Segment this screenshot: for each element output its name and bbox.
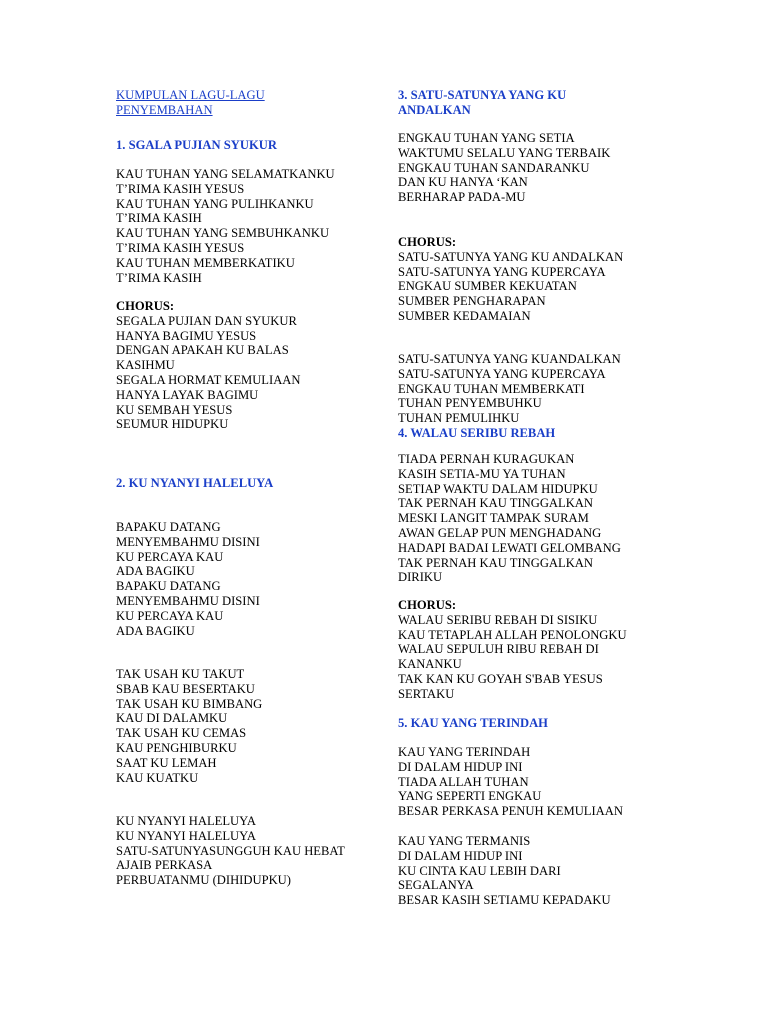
lyric-line: SEGALA PUJIAN DAN SYUKUR bbox=[116, 313, 297, 328]
lyric-line: T’RIMA KASIH YESUS bbox=[116, 240, 245, 255]
lyric-line: DI DALAM HIDUP INI bbox=[398, 848, 523, 863]
chorus-label: CHORUS: bbox=[398, 598, 457, 612]
lyric-line: TUHAN PEMULIHKU bbox=[398, 411, 520, 426]
lyric-line: SATU-SATUNYA YANG KUPERCAYA bbox=[398, 264, 606, 279]
lyric-line: BESAR PERKASA PENUH KEMULIAAN bbox=[398, 804, 623, 819]
lyric-line: KAU DI DALAMKU bbox=[116, 711, 228, 726]
lyric-line: YANG SEPERTI ENGKAU bbox=[398, 789, 542, 804]
lyric-line: SEGALA HORMAT KEMULIAAN bbox=[116, 372, 301, 387]
lyric-line: HADAPI BADAI LEWATI GELOMBANG bbox=[398, 540, 621, 555]
lyric-line: SBAB KAU BESERTAKU bbox=[116, 681, 255, 696]
song-3-title bbox=[398, 88, 566, 118]
lyric-line: TAK KAN KU GOYAH S'BAB YESUS bbox=[398, 671, 603, 686]
lyric-line: TAK USAH KU BIMBANG bbox=[116, 696, 263, 711]
lyric-line: KU CINTA KAU LEBIH DARI bbox=[398, 863, 561, 878]
lyric-line: ENGKAU TUHAN YANG SETIA bbox=[398, 131, 575, 145]
lyric-line: BESAR KASIH SETIAMU KEPADAKU bbox=[398, 893, 611, 908]
lyric-line: KAU TUHAN YANG SEMBUHKANKU bbox=[116, 226, 330, 241]
lyric-line: KAU YANG TERMANIS bbox=[398, 834, 531, 848]
lyric-line: KAU KUATKU bbox=[116, 770, 199, 785]
song-5-verse-2 bbox=[398, 834, 611, 908]
lyric-line: SATU-SATUNYA YANG KUPERCAYA bbox=[398, 366, 606, 381]
lyric-line: MENYEMBAHMU DISINI bbox=[116, 593, 260, 608]
lyric-line: T’RIMA KASIH bbox=[116, 211, 202, 226]
song-2-verse-3 bbox=[116, 814, 345, 888]
lyric-line: TUHAN PENYEMBUHKU bbox=[398, 396, 542, 411]
song-2-verse-1 bbox=[116, 520, 260, 638]
lyric-line: DAN KU HANYA ‘KAN bbox=[398, 175, 528, 190]
lyric-line: HANYA LAYAK BAGIMU bbox=[116, 387, 259, 402]
lyric-line: MENYEMBAHMU DISINI bbox=[116, 534, 260, 549]
lyric-line: SATU-SATUNYA YANG KUANDALKAN bbox=[398, 352, 621, 366]
lyric-line: BAPAKU DATANG bbox=[116, 520, 221, 534]
lyric-line: SAAT KU LEMAH bbox=[116, 755, 217, 770]
lyric-line: TAK PERNAH KAU TINGGALKAN bbox=[398, 555, 593, 570]
lyric-line: MESKI LANGIT TAMPAK SURAM bbox=[398, 511, 589, 526]
lyric-line: KASIH SETIA-MU YA TUHAN bbox=[398, 466, 566, 481]
lyric-line: KAU TUHAN YANG SELAMATKANKU bbox=[116, 167, 335, 181]
song-3-verse bbox=[398, 131, 610, 205]
lyric-line: ENGKAU SUMBER KEKUATAN bbox=[398, 279, 577, 294]
lyric-line: SUMBER KEDAMAIAN bbox=[398, 308, 531, 323]
lyric-line: SEGALANYA bbox=[398, 878, 474, 893]
lyric-line: SATU-SATUNYASUNGGUH KAU HEBAT bbox=[116, 843, 345, 858]
song-5-verse-1 bbox=[398, 745, 623, 819]
lyric-line: DI DALAM HIDUP INI bbox=[398, 759, 523, 774]
lyric-line: KU SEMBAH YESUS bbox=[116, 402, 233, 417]
document-title[interactable] bbox=[116, 88, 265, 118]
song-3-ending bbox=[398, 352, 621, 426]
lyric-line: KAU YANG TERINDAH bbox=[398, 745, 531, 759]
lyric-line: TAK USAH KU TAKUT bbox=[116, 667, 245, 681]
lyric-line: KAU TUHAN YANG PULIHKANKU bbox=[116, 196, 314, 211]
song-1-chorus bbox=[116, 299, 300, 432]
chorus-label: CHORUS: bbox=[398, 235, 457, 249]
lyric-line: SEUMUR HIDUPKU bbox=[116, 417, 229, 432]
song-1-verse bbox=[116, 167, 335, 285]
lyric-line: KU PERCAYA KAU bbox=[116, 608, 224, 623]
lyric-line: ADA BAGIKU bbox=[116, 564, 195, 579]
lyric-line: AJAIB PERKASA bbox=[116, 858, 213, 873]
lyric-line: TIADA PERNAH KURAGUKAN bbox=[398, 452, 575, 466]
lyric-line: WALAU SERIBU REBAH DI SISIKU bbox=[398, 612, 598, 627]
lyric-line: KU PERCAYA KAU bbox=[116, 549, 224, 564]
song-4-title: 4. WALAU SERIBU REBAH bbox=[398, 426, 556, 440]
song-1-title: 1. SGALA PUJIAN SYUKUR bbox=[116, 138, 277, 152]
lyric-line: WALAU SEPULUH RIBU REBAH DI bbox=[398, 642, 599, 657]
lyric-line: PERBUATANMU (DIHIDUPKU) bbox=[116, 873, 291, 888]
song-5-title: 5. KAU YANG TERINDAH bbox=[398, 716, 548, 730]
lyric-line: SUMBER PENGHARAPAN bbox=[398, 294, 546, 309]
chorus-label: CHORUS: bbox=[116, 299, 175, 313]
lyric-line: AWAN GELAP PUN MENGHADANG bbox=[398, 525, 602, 540]
lyric-line: TIADA ALLAH TUHAN bbox=[398, 774, 529, 789]
lyric-line: KU NYANYI HALELUYA bbox=[116, 814, 256, 828]
lyric-line: DENGAN APAKAH KU BALAS bbox=[116, 343, 289, 358]
lyric-line: TAK USAH KU CEMAS bbox=[116, 726, 247, 741]
lyric-line: KU NYANYI HALELUYA bbox=[116, 828, 256, 843]
song-3-title-line: 3. SATU-SATUNYA YANG KU bbox=[398, 88, 567, 102]
lyric-line: ENGKAU TUHAN SANDARANKU bbox=[398, 160, 590, 175]
lyric-line: BERHARAP PADA-MU bbox=[398, 190, 526, 205]
lyric-line: SETIAP WAKTU DALAM HIDUPKU bbox=[398, 481, 598, 496]
song-2-title: 2. KU NYANYI HALELUYA bbox=[116, 476, 274, 490]
lyric-line: KAU PENGHIBURKU bbox=[116, 740, 237, 755]
song-3-title-line: ANDALKAN bbox=[398, 102, 471, 117]
lyric-line: SERTAKU bbox=[398, 686, 455, 701]
document-title-line[interactable]: KUMPULAN LAGU-LAGU bbox=[116, 88, 265, 102]
lyric-line: BAPAKU DATANG bbox=[116, 579, 221, 594]
song-3-chorus bbox=[398, 235, 623, 324]
lyric-line: WAKTUMU SELALU YANG TERBAIK bbox=[398, 145, 611, 160]
lyric-line: ADA BAGIKU bbox=[116, 623, 195, 638]
lyric-line: KAU TETAPLAH ALLAH PENOLONGKU bbox=[398, 627, 627, 642]
lyric-line: T’RIMA KASIH bbox=[116, 270, 202, 285]
lyric-line: KAU TUHAN MEMBERKATIKU bbox=[116, 255, 295, 270]
lyric-line: TAK PERNAH KAU TINGGALKAN bbox=[398, 496, 593, 511]
lyric-line: KASIHMU bbox=[116, 358, 175, 373]
song-4-verse bbox=[398, 452, 621, 585]
lyric-line: DIRIKU bbox=[398, 570, 443, 585]
song-2-verse-2 bbox=[116, 667, 262, 785]
lyric-line: KANANKU bbox=[398, 657, 462, 672]
lyric-line: ENGKAU TUHAN MEMBERKATI bbox=[398, 381, 585, 396]
document-title-line[interactable]: PENYEMBAHAN bbox=[116, 102, 213, 117]
lyric-line: T’RIMA KASIH YESUS bbox=[116, 181, 245, 196]
lyric-line: SATU-SATUNYA YANG KU ANDALKAN bbox=[398, 249, 624, 264]
lyric-line: HANYA BAGIMU YESUS bbox=[116, 328, 257, 343]
song-4-chorus bbox=[398, 598, 627, 702]
